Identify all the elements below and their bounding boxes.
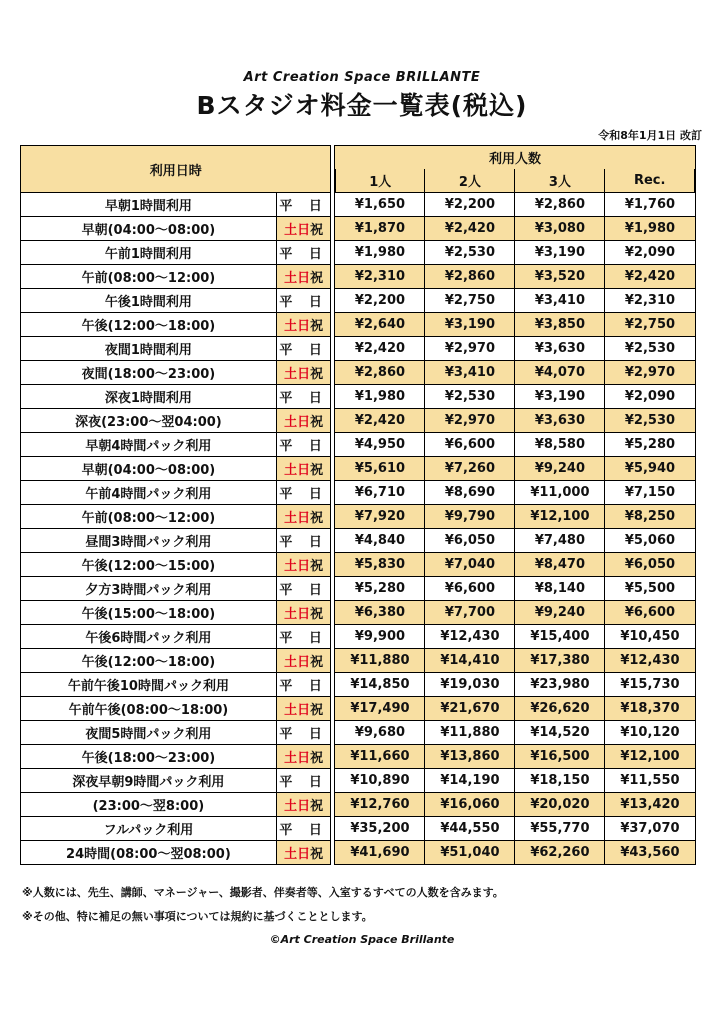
plan-name: 午前4時間パック利用: [21, 481, 277, 505]
weekday-price: ¥23,980: [515, 673, 605, 697]
weekday-price: ¥2,090: [605, 385, 695, 409]
weekend-label-sun: 日: [297, 751, 311, 766]
weekend-label: [276, 697, 331, 721]
weekday-price: ¥14,850: [335, 673, 425, 697]
weekend-label-sun: 日: [297, 223, 311, 238]
plan-name: 午後1時間利用: [21, 289, 277, 313]
weekday-price: ¥55,770: [515, 817, 605, 841]
weekend-price: ¥5,610: [335, 457, 425, 481]
plan-time: 早朝(04:00〜08:00): [21, 457, 277, 481]
price-row-weekday: [21, 769, 696, 793]
weekend-price: ¥7,920: [335, 505, 425, 529]
weekend-label-sun: 日: [297, 559, 311, 574]
weekday-price: ¥11,000: [515, 481, 605, 505]
weekend-price: ¥7,040: [425, 553, 515, 577]
weekend-price: ¥11,660: [335, 745, 425, 769]
weekend-label-holiday: 祝: [310, 319, 324, 334]
weekday-label: 平 日: [276, 481, 331, 505]
weekend-price: ¥1,980: [605, 217, 695, 241]
weekday-price: ¥3,630: [515, 337, 605, 361]
weekday-price: ¥19,030: [425, 673, 515, 697]
weekday-label: 平 日: [276, 289, 331, 313]
weekend-price: ¥18,370: [605, 697, 695, 721]
plan-name: 夜間1時間利用: [21, 337, 277, 361]
weekend-price: ¥3,630: [515, 409, 605, 433]
weekend-label-holiday: 祝: [310, 367, 324, 382]
weekday-label: 平 日: [276, 625, 331, 649]
weekend-label: [276, 361, 331, 385]
weekday-price: ¥5,280: [335, 577, 425, 601]
price-row-weekend: [21, 841, 696, 865]
weekday-price: ¥2,860: [515, 193, 605, 217]
weekday-label: 平 日: [276, 529, 331, 553]
weekend-price: ¥3,190: [425, 313, 515, 337]
column-header-3: 3人: [515, 169, 605, 193]
weekend-label-sat: 土: [284, 223, 298, 238]
plan-time: 午後(12:00〜18:00): [21, 649, 277, 673]
weekday-price: ¥15,730: [605, 673, 695, 697]
weekend-price: ¥7,700: [425, 601, 515, 625]
plan-time: 午後(18:00〜23:00): [21, 745, 277, 769]
weekend-label-holiday: 祝: [310, 463, 324, 478]
weekday-label: 平 日: [276, 433, 331, 457]
weekend-price: ¥13,420: [605, 793, 695, 817]
weekend-price: ¥12,100: [605, 745, 695, 769]
plan-name: 午前午後10時間パック利用: [21, 673, 277, 697]
price-row-weekend: [21, 457, 696, 481]
price-row-weekend: [21, 217, 696, 241]
weekend-price: ¥9,790: [425, 505, 515, 529]
weekend-label-sat: 土: [284, 463, 298, 478]
weekend-label-sat: 土: [284, 607, 298, 622]
weekday-price: ¥15,400: [515, 625, 605, 649]
weekend-price: ¥3,080: [515, 217, 605, 241]
weekend-price: ¥2,750: [605, 313, 695, 337]
weekday-price: ¥2,750: [425, 289, 515, 313]
weekend-label-sun: 日: [297, 271, 311, 286]
weekend-label-sun: 日: [297, 463, 311, 478]
weekend-label-holiday: 祝: [310, 607, 324, 622]
weekend-label-holiday: 祝: [310, 655, 324, 670]
weekend-price: ¥62,260: [515, 841, 605, 865]
price-row-weekend: [21, 745, 696, 769]
weekend-price: ¥1,870: [335, 217, 425, 241]
weekday-price: ¥4,950: [335, 433, 425, 457]
weekend-label-holiday: 祝: [310, 799, 324, 814]
price-row-weekend: [21, 649, 696, 673]
weekday-price: ¥11,880: [425, 721, 515, 745]
weekday-price: ¥10,890: [335, 769, 425, 793]
weekend-price: ¥12,430: [605, 649, 695, 673]
weekend-price: ¥26,620: [515, 697, 605, 721]
weekend-label-holiday: 祝: [310, 511, 324, 526]
weekend-label: [276, 649, 331, 673]
plan-name: 夜間5時間パック利用: [21, 721, 277, 745]
price-row-weekend: [21, 697, 696, 721]
plan-time: (23:00〜翌8:00): [21, 793, 277, 817]
weekday-price: ¥2,310: [605, 289, 695, 313]
weekday-price: ¥9,680: [335, 721, 425, 745]
weekend-label: [276, 601, 331, 625]
weekend-label-sat: 土: [284, 415, 298, 430]
weekday-price: ¥2,970: [425, 337, 515, 361]
weekend-price: ¥7,260: [425, 457, 515, 481]
weekend-label-holiday: 祝: [310, 559, 324, 574]
price-row-weekday: [21, 673, 696, 697]
weekday-price: ¥1,980: [335, 241, 425, 265]
weekend-label-sat: 土: [284, 367, 298, 382]
weekend-label: [276, 409, 331, 433]
plan-name: 深夜早朝9時間パック利用: [21, 769, 277, 793]
weekend-price: ¥2,530: [605, 409, 695, 433]
price-row-weekday: [21, 721, 696, 745]
weekend-price: ¥13,860: [425, 745, 515, 769]
plan-name: 昼間3時間パック利用: [21, 529, 277, 553]
plan-name: 午後6時間パック利用: [21, 625, 277, 649]
weekday-label: 平 日: [276, 337, 331, 361]
plan-time: 午後(12:00〜15:00): [21, 553, 277, 577]
weekend-price: ¥21,670: [425, 697, 515, 721]
weekend-label-sat: 土: [284, 271, 298, 286]
weekend-price: ¥16,500: [515, 745, 605, 769]
weekend-label-sun: 日: [297, 799, 311, 814]
weekend-label-sat: 土: [284, 751, 298, 766]
weekend-label-sat: 土: [284, 559, 298, 574]
weekend-price: ¥43,560: [605, 841, 695, 865]
plan-time: 午前(08:00〜12:00): [21, 265, 277, 289]
weekday-price: ¥8,580: [515, 433, 605, 457]
weekend-price: ¥3,520: [515, 265, 605, 289]
weekday-price: ¥6,710: [335, 481, 425, 505]
weekday-price: ¥8,140: [515, 577, 605, 601]
plan-time: 午後(15:00〜18:00): [21, 601, 277, 625]
weekend-label-sun: 日: [297, 655, 311, 670]
weekend-price: ¥16,060: [425, 793, 515, 817]
weekend-price: ¥9,240: [515, 457, 605, 481]
plan-time: 早朝(04:00〜08:00): [21, 217, 277, 241]
weekend-label: [276, 313, 331, 337]
weekend-price: ¥3,410: [425, 361, 515, 385]
plan-time: 午前午後(08:00〜18:00): [21, 697, 277, 721]
price-row-weekend: [21, 505, 696, 529]
weekend-label-sat: 土: [284, 703, 298, 718]
weekday-price: ¥1,650: [335, 193, 425, 217]
weekday-price: ¥2,200: [425, 193, 515, 217]
price-row-weekend: [21, 553, 696, 577]
page-title: Bスタジオ料金一覧表(税込): [196, 91, 528, 120]
price-table: [20, 145, 696, 865]
price-row-weekday: [21, 625, 696, 649]
weekday-label: 平 日: [276, 673, 331, 697]
weekday-price: ¥5,500: [605, 577, 695, 601]
weekend-label-holiday: 祝: [310, 847, 324, 862]
weekend-price: ¥9,240: [515, 601, 605, 625]
weekday-price: ¥12,430: [425, 625, 515, 649]
weekday-price: ¥3,190: [515, 385, 605, 409]
weekend-price: ¥2,420: [425, 217, 515, 241]
plan-time: 午前(08:00〜12:00): [21, 505, 277, 529]
weekend-price: ¥5,940: [605, 457, 695, 481]
plan-time: 午後(12:00〜18:00): [21, 313, 277, 337]
price-row-weekday: [21, 193, 696, 217]
price-row-weekend: [21, 601, 696, 625]
weekend-price: ¥2,420: [605, 265, 695, 289]
plan-time: 深夜(23:00〜翌04:00): [21, 409, 277, 433]
price-row-weekday: [21, 337, 696, 361]
weekend-price: ¥8,470: [515, 553, 605, 577]
weekday-price: ¥14,520: [515, 721, 605, 745]
weekday-price: ¥6,600: [425, 577, 515, 601]
weekday-price: ¥6,050: [425, 529, 515, 553]
weekend-price: ¥11,880: [335, 649, 425, 673]
weekday-price: ¥1,760: [605, 193, 695, 217]
weekend-label: [276, 457, 331, 481]
datetime-header: 利用日時: [21, 146, 331, 193]
price-row-weekday: [21, 385, 696, 409]
weekday-price: ¥4,840: [335, 529, 425, 553]
weekday-price: ¥3,410: [515, 289, 605, 313]
weekend-label: [276, 265, 331, 289]
weekend-label-sat: 土: [284, 319, 298, 334]
weekday-price: ¥18,150: [515, 769, 605, 793]
price-row-weekday: [21, 481, 696, 505]
plan-name: 早朝4時間パック利用: [21, 433, 277, 457]
price-row-weekday: [21, 433, 696, 457]
weekend-price: ¥2,860: [425, 265, 515, 289]
weekday-price: ¥6,600: [425, 433, 515, 457]
weekend-price: ¥20,020: [515, 793, 605, 817]
weekend-label-holiday: 祝: [310, 751, 324, 766]
column-header-2: 2人: [425, 169, 515, 193]
weekend-label-sun: 日: [297, 703, 311, 718]
weekend-label-sat: 土: [284, 511, 298, 526]
revision-date: 令和8年1月1日 改訂: [598, 129, 702, 142]
weekend-label-holiday: 祝: [310, 703, 324, 718]
price-row-weekday: [21, 289, 696, 313]
plan-name: 夕方3時間パック利用: [21, 577, 277, 601]
weekend-label-sun: 日: [297, 367, 311, 382]
weekend-price: ¥17,490: [335, 697, 425, 721]
weekend-label-holiday: 祝: [310, 223, 324, 238]
weekday-price: ¥10,120: [605, 721, 695, 745]
weekend-price: ¥6,380: [335, 601, 425, 625]
weekday-price: ¥7,480: [515, 529, 605, 553]
weekend-price: ¥2,860: [335, 361, 425, 385]
price-row-weekend: [21, 313, 696, 337]
weekday-price: ¥5,280: [605, 433, 695, 457]
weekday-price: ¥5,060: [605, 529, 695, 553]
weekend-price: ¥2,310: [335, 265, 425, 289]
weekend-price: ¥6,050: [605, 553, 695, 577]
weekend-price: ¥6,600: [605, 601, 695, 625]
weekday-price: ¥11,550: [605, 769, 695, 793]
weekday-price: ¥35,200: [335, 817, 425, 841]
weekend-label-sun: 日: [297, 511, 311, 526]
weekend-label: [276, 793, 331, 817]
weekday-label: 平 日: [276, 769, 331, 793]
weekend-label: [276, 217, 331, 241]
weekday-price: ¥8,690: [425, 481, 515, 505]
weekend-label-sun: 日: [297, 319, 311, 334]
weekend-label: [276, 553, 331, 577]
weekday-price: ¥2,530: [425, 385, 515, 409]
weekend-price: ¥51,040: [425, 841, 515, 865]
column-header-rec: Rec.: [605, 169, 695, 193]
brand-name: Art Creation Space BRILLANTE: [243, 70, 481, 85]
weekend-price: ¥12,760: [335, 793, 425, 817]
weekday-label: 平 日: [276, 721, 331, 745]
column-header-1: 1人: [335, 169, 425, 193]
weekday-price: ¥10,450: [605, 625, 695, 649]
weekend-price: ¥41,690: [335, 841, 425, 865]
note-other: ※その他、特に補足の無い事項については規約に基づくこととします。: [22, 910, 373, 923]
weekend-label-sat: 土: [284, 847, 298, 862]
weekday-label: 平 日: [276, 241, 331, 265]
weekend-label: [276, 841, 331, 865]
weekend-price: ¥14,410: [425, 649, 515, 673]
weekday-price: ¥37,070: [605, 817, 695, 841]
weekend-price: ¥4,070: [515, 361, 605, 385]
plan-time: 24時間(08:00〜翌08:00): [21, 841, 277, 865]
price-row-weekday: [21, 577, 696, 601]
copyright: ©Art Creation Space Brillante: [269, 933, 455, 946]
weekend-price: ¥12,100: [515, 505, 605, 529]
note-people: ※人数には、先生、講師、マネージャー、撮影者、伴奏者等、入室するすべての人数を含みます。: [22, 886, 504, 899]
plan-name: 午前1時間利用: [21, 241, 277, 265]
weekend-label-sun: 日: [297, 415, 311, 430]
weekend-price: ¥2,420: [335, 409, 425, 433]
weekend-price: ¥2,970: [425, 409, 515, 433]
weekday-price: ¥2,420: [335, 337, 425, 361]
weekend-price: ¥8,250: [605, 505, 695, 529]
weekday-label: 平 日: [276, 577, 331, 601]
weekend-label: [276, 745, 331, 769]
plan-name: 深夜1時間利用: [21, 385, 277, 409]
price-row-weekend: [21, 265, 696, 289]
weekend-price: ¥5,830: [335, 553, 425, 577]
weekday-price: ¥2,200: [335, 289, 425, 313]
price-row-weekday: [21, 817, 696, 841]
plan-time: 夜間(18:00〜23:00): [21, 361, 277, 385]
weekend-label-holiday: 祝: [310, 271, 324, 286]
weekday-price: ¥1,980: [335, 385, 425, 409]
price-row-weekend: [21, 793, 696, 817]
weekday-label: 平 日: [276, 817, 331, 841]
price-row-weekend: [21, 361, 696, 385]
weekday-price: ¥14,190: [425, 769, 515, 793]
weekday-label: 平 日: [276, 193, 331, 217]
weekday-price: ¥2,530: [425, 241, 515, 265]
weekend-label-sat: 土: [284, 655, 298, 670]
weekday-price: ¥44,550: [425, 817, 515, 841]
price-row-weekday: [21, 241, 696, 265]
weekend-price: ¥2,640: [335, 313, 425, 337]
weekend-price: ¥17,380: [515, 649, 605, 673]
weekend-label: [276, 505, 331, 529]
weekday-price: ¥9,900: [335, 625, 425, 649]
people-header: 利用人数: [335, 146, 695, 170]
weekday-price: ¥3,190: [515, 241, 605, 265]
weekend-label-sun: 日: [297, 607, 311, 622]
weekday-price: ¥7,150: [605, 481, 695, 505]
weekday-label: 平 日: [276, 385, 331, 409]
weekend-label-sat: 土: [284, 799, 298, 814]
plan-name: フルパック利用: [21, 817, 277, 841]
weekend-price: ¥3,850: [515, 313, 605, 337]
weekend-label-holiday: 祝: [310, 415, 324, 430]
weekend-label-sun: 日: [297, 847, 311, 862]
plan-name: 早朝1時間利用: [21, 193, 277, 217]
weekend-price: ¥2,970: [605, 361, 695, 385]
price-row-weekend: [21, 409, 696, 433]
price-row-weekday: [21, 529, 696, 553]
weekday-price: ¥2,530: [605, 337, 695, 361]
weekday-price: ¥2,090: [605, 241, 695, 265]
